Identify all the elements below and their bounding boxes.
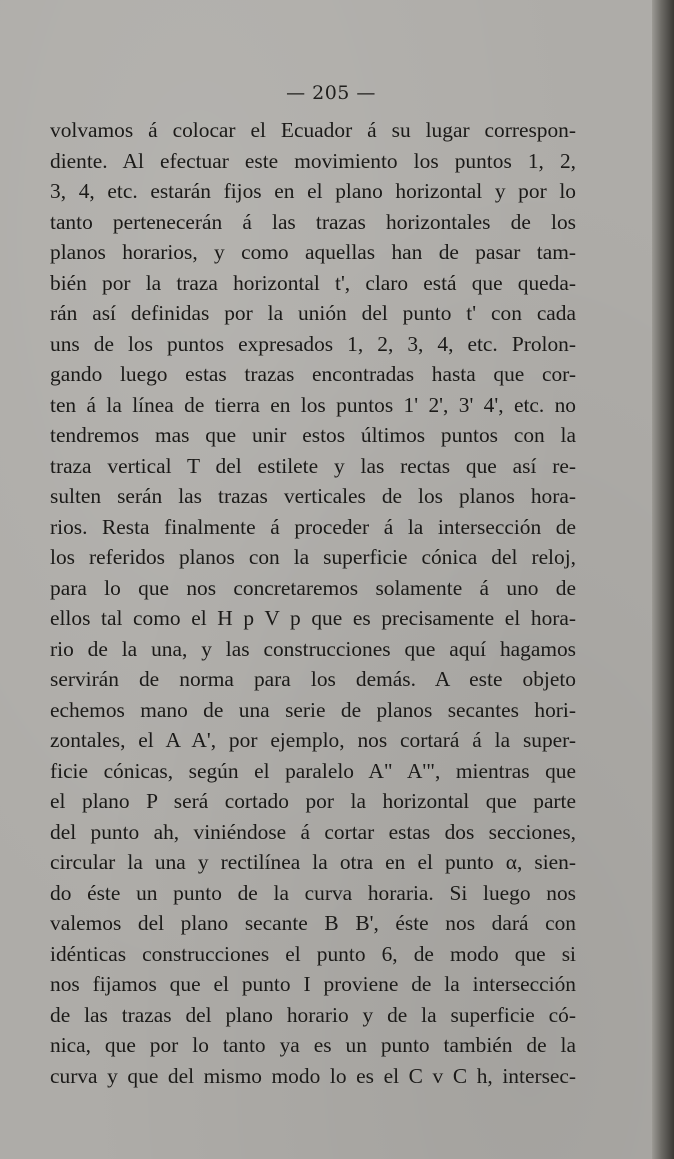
text-line: planos horarios, y como aquellas han de pasar tam- (50, 240, 576, 264)
text-line: gando luego estas trazas encontradas hasta que cor- (50, 362, 576, 386)
text-line: uns de los puntos expresados 1, 2, 3, 4, etc. Prolon- (50, 331, 576, 356)
body-text (50, 115, 576, 1091)
text-line: 3, 4, etc. estarán fijos en el plano horizontal y por lo (50, 179, 576, 203)
text-line: rio de la una, y las construcciones que aquí hagamos (50, 636, 576, 661)
text-line: valemos del plano secante B B', éste nos dará con (50, 911, 576, 935)
text-line: ten á la línea de tierra en los puntos 1' 2', 3' 4', etc. no (50, 392, 576, 417)
text-line: zontales, el A A', por ejemplo, nos cortará á la super- (50, 728, 576, 752)
text-line: traza vertical T del estilete y las rectas que así re- (50, 453, 576, 478)
text-line: rios. Resta finalmente á proceder á la intersección de (50, 514, 576, 539)
text-line: tanto pertenecerán á las trazas horizontales de los (50, 209, 576, 234)
text-line: de las trazas del plano horario y de la superficie có- (50, 1002, 576, 1027)
text-line: nos fijamos que el punto I proviene de la intersección (50, 972, 576, 996)
text-line: rán así definidas por la unión del punto t' con cada (50, 301, 576, 325)
text-line: bién por la traza horizontal t', claro está que queda- (50, 270, 576, 295)
text-line: echemos mano de una serie de planos secantes hori- (50, 697, 576, 722)
text-line: para lo que nos concretaremos solamente á uno de (50, 575, 576, 600)
text-line: nica, que por lo tanto ya es un punto también de la (50, 1033, 576, 1057)
page-edge (652, 0, 674, 1159)
text-line: sulten serán las trazas verticales de los planos hora- (50, 484, 576, 508)
text-line: el plano P será cortado por la horizontal que parte (50, 789, 576, 813)
text-line: volvamos á colocar el Ecuador á su lugar correspon- (50, 118, 576, 142)
text-line: los referidos planos con la superficie cónica del reloj, (50, 545, 576, 569)
text-line: circular la una y rectilínea la otra en el punto α, sien- (50, 850, 576, 874)
text-line: do éste un punto de la curva horaria. Si luego nos (50, 880, 576, 905)
text-line: tendremos mas que unir estos últimos puntos con la (50, 423, 576, 447)
text-line: ficie cónicas, según el paralelo A" A'", mientras que (50, 758, 576, 783)
text-line: diente. Al efectuar este movimiento los puntos 1, 2, (50, 148, 576, 173)
page-number: — 205 — (286, 82, 376, 104)
text-line: del punto ah, viniéndose á cortar estas dos secciones, (50, 819, 576, 844)
text-line: curva y que del mismo modo lo es el C v C h, intersec- (50, 1063, 576, 1088)
text-line: ellos tal como el H p V p que es precisamente el hora- (50, 606, 576, 630)
text-line: servirán de norma para los demás. A este objeto (50, 667, 576, 691)
text-line: idénticas construcciones el punto 6, de modo que si (50, 941, 576, 966)
